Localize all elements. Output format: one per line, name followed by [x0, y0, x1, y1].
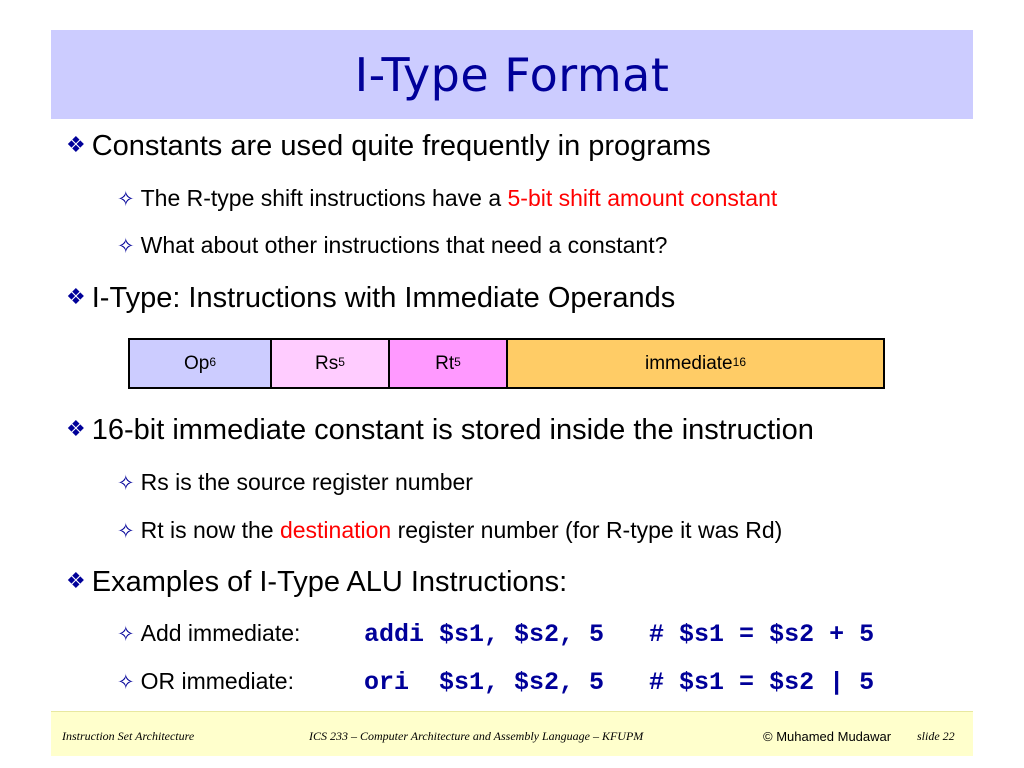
- subbullet-text: The R-type shift instructions have a: [140, 185, 508, 211]
- star-bullet-icon: ✧: [117, 235, 135, 258]
- footer-author: © Muhamed Mudawar: [763, 729, 892, 744]
- subbullet-addi: [117, 620, 300, 647]
- subbullet-ori: [117, 668, 294, 695]
- slide-title: I-Type Format: [354, 47, 670, 102]
- field-rt: [390, 340, 508, 387]
- diamond-bullet-icon: ❖: [66, 284, 86, 309]
- subbullet-rs: [117, 469, 473, 496]
- field-op: [130, 340, 272, 387]
- subbullet-text: What about other instructions that need a constant?: [140, 232, 668, 258]
- field-rs-label: Rs: [315, 352, 339, 374]
- bullet-16bit: [66, 414, 814, 447]
- field-rs: [272, 340, 390, 387]
- star-bullet-icon: ✧: [117, 671, 135, 694]
- diamond-bullet-icon: ❖: [66, 132, 86, 157]
- field-immediate-bits: 16: [732, 354, 746, 369]
- highlight-text: 5-bit shift amount constant: [507, 185, 778, 211]
- bullet-constants: [66, 130, 711, 163]
- field-rt-label: Rt: [435, 352, 455, 374]
- field-op-label: Op: [183, 352, 210, 374]
- subbullet-text: Rt is now the: [140, 517, 280, 543]
- field-op-bits: 6: [209, 354, 217, 369]
- bullet-examples: [66, 566, 567, 599]
- bullet-text: 16-bit immediate constant is stored inside the instruction: [91, 414, 814, 446]
- bullet-text: Constants are used quite frequently in programs: [91, 130, 711, 162]
- slide-footer: [51, 711, 973, 756]
- footer-course-name: ICS 233 – Computer Architecture and Assembly Language – KFUPM: [309, 729, 644, 743]
- diamond-bullet-icon: ❖: [66, 416, 86, 441]
- diamond-bullet-icon: ❖: [66, 568, 86, 593]
- subbullet-rt: [117, 517, 782, 544]
- highlight-text: destination: [279, 517, 392, 543]
- star-bullet-icon: ✧: [117, 520, 135, 543]
- subbullet-text: Add immediate:: [140, 620, 301, 646]
- subbullet-other: [117, 232, 667, 259]
- footer-slide-number: slide 22: [917, 729, 955, 743]
- field-rs-bits: 5: [338, 354, 345, 369]
- subbullet-text: Rs is the source register number: [140, 469, 473, 495]
- subbullet-shift: [117, 185, 777, 212]
- footer-course-topic: Instruction Set Architecture: [62, 729, 195, 743]
- star-bullet-icon: ✧: [117, 472, 135, 495]
- star-bullet-icon: ✧: [117, 188, 135, 211]
- code-addi: addi $s1, $s2, 5 # $s1 = $s2 + 5: [364, 620, 875, 649]
- itype-format-table: [128, 338, 885, 389]
- subbullet-text: OR immediate:: [140, 668, 294, 694]
- field-immediate: [508, 340, 883, 387]
- bullet-itype: [66, 282, 675, 315]
- star-bullet-icon: ✧: [117, 623, 135, 646]
- bullet-text: I-Type: Instructions with Immediate Operands: [91, 282, 676, 314]
- field-rt-bits: 5: [454, 354, 461, 369]
- bullet-text: Examples of I-Type ALU Instructions:: [91, 566, 568, 598]
- field-immediate-label: immediate: [644, 352, 733, 374]
- code-ori: ori $s1, $s2, 5 # $s1 = $s2 | 5: [364, 668, 875, 697]
- title-bar: [51, 30, 973, 119]
- subbullet-text-rest: register number (for R-type it was Rd): [391, 517, 783, 543]
